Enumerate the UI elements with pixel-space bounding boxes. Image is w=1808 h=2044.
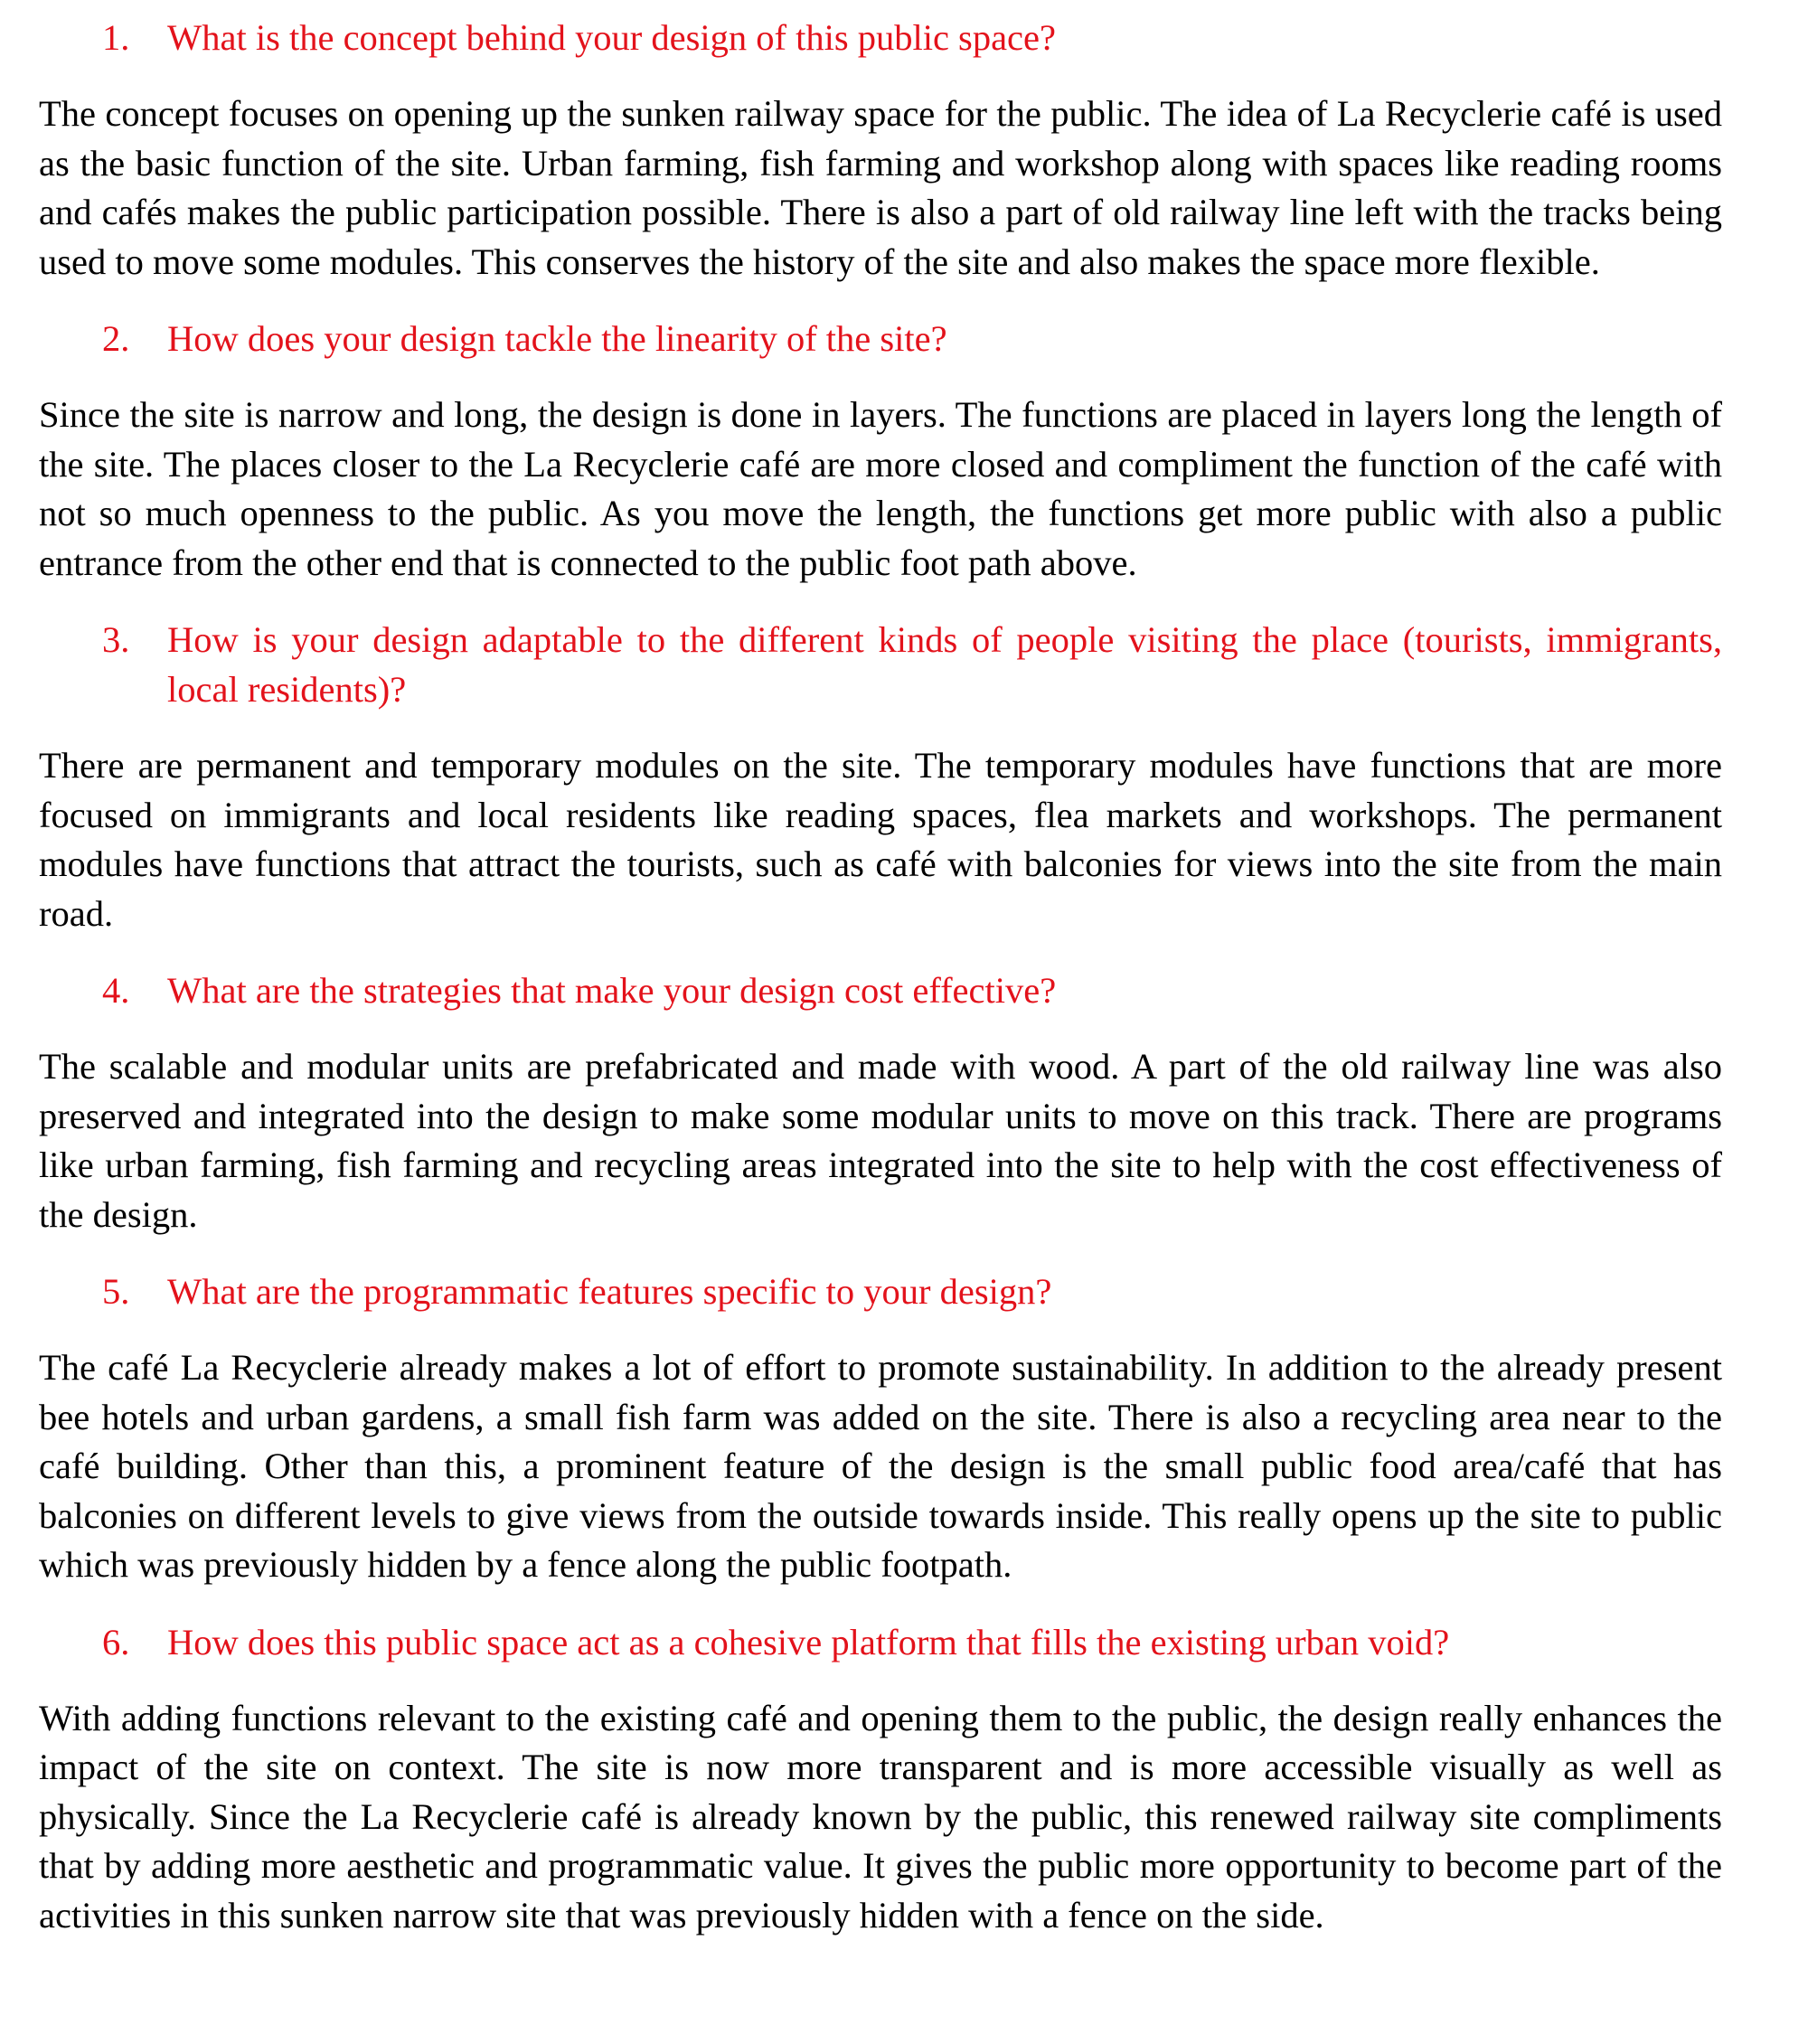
question-text: How is your design adaptable to the different kinds of people visiting the place (tourists, immigrants, local residents)? [167,619,1722,710]
question-number: 1. [102,17,130,58]
qa-item-3 [39,615,1722,938]
question-2 [39,314,1722,363]
question-number: 5. [102,1271,130,1312]
question-number: 2. [102,318,130,359]
question-3 [39,615,1722,714]
question-4 [39,965,1722,1015]
qa-document [39,13,1722,1967]
question-text: What are the programmatic features specific to your design? [167,1271,1052,1312]
question-text: What is the concept behind your design of this public space? [167,17,1056,58]
answer-1: The concept focuses on opening up the sunken railway space for the public. The idea of La Recyclerie café is used as the basic function of the site. Urban farming, fish farming and workshop along with spaces like reading rooms and cafés makes the public participation possible. There is also a part of old railway line left with the tracks being used to move some modules. This conserves the history of the site and also makes the space more flexible. [39,93,1722,282]
question-number: 6. [102,1621,130,1663]
question-number: 4. [102,970,130,1011]
question-number: 3. [102,619,130,660]
answer-2: Since the site is narrow and long, the design is done in layers. The functions are placed in layers long the length of the site. The places closer to the La Recyclerie café are more closed and compliment the function of the café with not so much openness to the public. As you move the length, the functions get more public with also a public entrance from the other end that is connected to the public foot path above. [39,394,1722,583]
qa-item-2 [39,314,1722,588]
answer-5: The café La Recyclerie already makes a lot of effort to promote sustainability. In addition to the already present bee hotels and urban gardens, a small fish farm was added on the site. There is also a recycling area near to the café building. Other than this, a prominent feature of the design is the small public food area/café that has balconies on different levels to give views from the outside towards inside. This really opens up the site to public which was previously hidden by a fence along the public footpath. [39,1347,1722,1585]
question-1 [39,13,1722,62]
question-text: How does this public space act as a cohesive platform that fills the existing urban void? [167,1621,1450,1663]
question-5 [39,1267,1722,1316]
qa-item-6 [39,1617,1722,1941]
answer-6: With adding functions relevant to the existing café and opening them to the public, the design really enhances the impact of the site on context. The site is now more transparent and is more accessible visually as well as physically. Since the La Recyclerie café is already known by the public, this renewed railway site compliments that by adding more aesthetic and programmatic value. It gives the public more opportunity to become part of the activities in this sunken narrow site that was previously hidden with a fence on the side. [39,1697,1722,1936]
qa-item-4 [39,965,1722,1239]
question-text: How does your design tackle the linearity of the site? [167,318,947,359]
qa-item-1 [39,13,1722,287]
answer-3: There are permanent and temporary modules on the site. The temporary modules have functions that are more focused on immigrants and local residents like reading spaces, flea markets and workshops. The permanent modules have functions that attract the tourists, such as café with balconies for views into the site from the main road. [39,745,1722,934]
question-6 [39,1617,1722,1667]
question-text: What are the strategies that make your design cost effective? [167,970,1057,1011]
qa-item-5 [39,1267,1722,1590]
answer-4: The scalable and modular units are prefabricated and made with wood. A part of the old railway line was also preserved and integrated into the design to make some modular units to move on this track. There are programs like urban farming, fish farming and recycling areas integrated into the site to help with the cost effectiveness of the design. [39,1046,1722,1235]
